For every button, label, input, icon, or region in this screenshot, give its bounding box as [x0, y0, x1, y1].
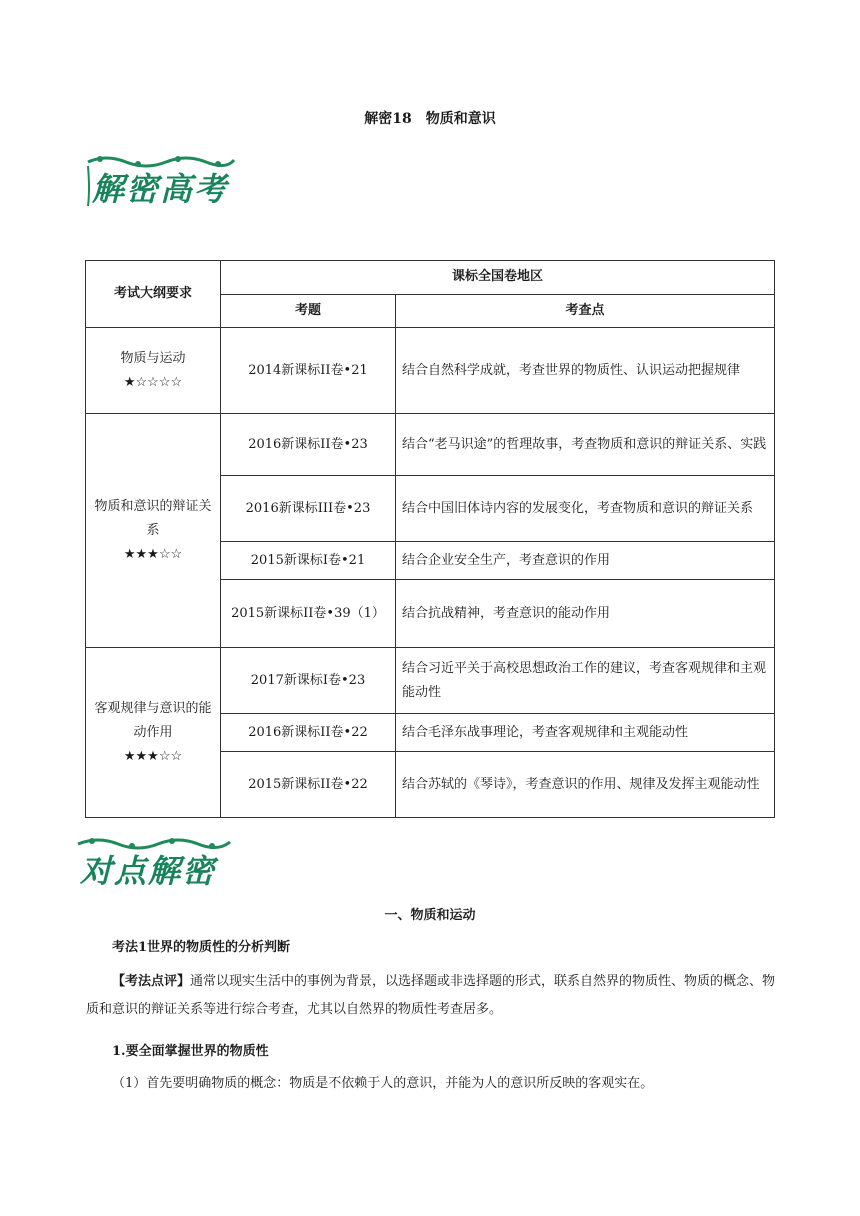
point-subtext: （1）首先要明确物质的概念：物质是不依赖于人的意识，并能为人的意识所反映的客观实在。	[112, 1076, 654, 1091]
question-cell: 2015新课标II卷•39（1）	[221, 580, 396, 648]
method-title: 考法1世界的物质性的分析判断	[112, 940, 291, 955]
question-cell: 2016新课标II卷•22	[221, 714, 396, 752]
header-point: 考查点	[396, 294, 775, 328]
requirement-cell: 物质与运动 ★☆☆☆☆	[86, 328, 221, 414]
header-requirement: 考试大纲要求	[86, 261, 221, 328]
rating-stars: ★☆☆☆☆	[123, 374, 183, 390]
question-cell: 2017新课标I卷•23	[221, 648, 396, 714]
question-cell: 2015新课标I卷•21	[221, 542, 396, 580]
table-row	[86, 648, 775, 714]
rating-stars: ★★★☆☆	[123, 748, 183, 764]
rating-stars: ★★★☆☆	[123, 546, 183, 562]
point-cell: 结合中国旧体诗内容的发展变化，考查物质和意识的辩证关系	[396, 476, 775, 542]
requirement-cell: 客观规律与意识的能动作用 ★★★☆☆	[86, 648, 221, 818]
point-cell: 结合“老马识途”的哲理故事，考查物质和意识的辩证关系、实践	[396, 414, 775, 476]
review-label: 【考法点评】	[112, 974, 191, 989]
banner-duidian-jiemi	[76, 834, 232, 892]
header-question: 考题	[221, 294, 396, 328]
point-title: 1.要全面掌握世界的物质性	[112, 1044, 269, 1059]
question-cell: 2015新课标II卷•22	[221, 752, 396, 818]
table-row	[86, 414, 775, 476]
question-cell: 2016新课标III卷•23	[221, 476, 396, 542]
review-text: 通常以现实生活中的事例为背景，以选择题或非选择题的形式，联系自然界的物质性、物质的概念、物质和意识的辩证关系等进行综合考查，尤其以自然界的物质性考查居多。	[86, 974, 776, 1017]
point-cell: 结合抗战精神，考查意识的能动作用	[396, 580, 775, 648]
header-region: 课标全国卷地区	[221, 261, 775, 295]
banner-title: 解密高考	[92, 170, 229, 208]
page-title: 解密18 物质和意识	[364, 111, 496, 127]
point-cell: 结合自然科学成就，考查世界的物质性、认识运动把握规律	[396, 328, 775, 414]
banner-title: 对点解密	[80, 852, 217, 890]
point-cell: 结合苏轼的《琴诗》，考查意识的作用、规律及发挥主观能动性	[396, 752, 775, 818]
point-cell: 结合毛泽东战事理论，考查客观规律和主观能动性	[396, 714, 775, 752]
table-row	[86, 328, 775, 414]
requirement-cell: 物质和意识的辩证关系 ★★★☆☆	[86, 414, 221, 648]
point-cell: 结合企业安全生产，考查意识的作用	[396, 542, 775, 580]
banner-jiemi-gaokao	[86, 150, 236, 210]
exam-outline-table	[85, 260, 775, 818]
section-title: 一、物质和运动	[384, 908, 476, 923]
question-cell: 2016新课标II卷•23	[221, 414, 396, 476]
point-cell: 结合习近平关于高校思想政治工作的建议，考查客观规律和主观能动性	[396, 648, 775, 714]
method-review	[86, 968, 776, 1024]
question-cell: 2014新课标II卷•21	[221, 328, 396, 414]
